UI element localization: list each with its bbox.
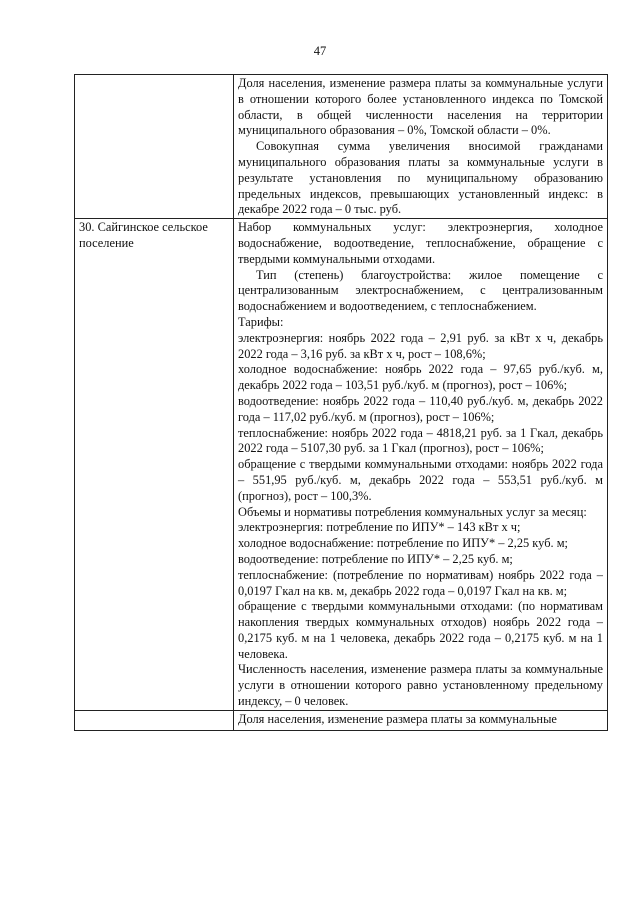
table-row xyxy=(75,219,608,711)
municipality-cell xyxy=(75,710,234,730)
details-cell xyxy=(234,710,608,730)
paragraph-volume-cold-water: холодное водоснабжение: потребление по ИПУ* – 2,25 куб. м; xyxy=(238,536,568,551)
paragraph-volume-sewerage: водоотведение: потребление по ИПУ* – 2,25 куб. м; xyxy=(238,551,513,566)
paragraph-improvement-type: Тип (степень) благоустройства: жилое помещение с централизованным электроснабжением, с централизованным водоснабжением и водоотведением, с теплоснабжением. xyxy=(238,267,603,314)
paragraph-tariff-cold-water: холодное водоснабжение: ноябрь 2022 года – 97,65 руб./куб. м, декабрь 2022 года – 103,51 руб./куб. м (прогноз), рост – 106%; xyxy=(238,362,603,393)
paragraph-volume-electricity: электроэнергия: потребление по ИПУ* – 143 кВт х ч; xyxy=(238,520,521,535)
paragraph-tariff-sewerage: водоотведение: ноябрь 2022 года – 110,40 руб./куб. м, декабрь 2022 года – 117,02 руб./куб. м (прогноз), рост – 106%; xyxy=(238,393,603,424)
paragraph-tariffs-heading: Тарифы: xyxy=(238,314,284,329)
paragraph-tariff-electricity: электроэнергия: ноябрь 2022 года – 2,91 руб. за кВт х ч, декабрь 2022 года – 3,16 руб. за кВт х ч, рост – 108,6%; xyxy=(238,330,603,361)
paragraph-tariff-waste: обращение с твердыми коммунальными отходами: ноябрь 2022 года – 551,95 руб./куб. м, декабрь 2022 года – 553,51 руб./куб. м (прогноз), рост – 100,3%. xyxy=(238,457,603,503)
paragraph-volumes-heading: Объемы и нормативы потребления коммунальных услуг за месяц: xyxy=(238,504,587,519)
municipality-cell xyxy=(75,75,234,219)
paragraph-volume-heating: теплоснабжение: (потребление по нормативам) ноябрь 2022 года – 0,0197 Гкал на кв. м, декабрь 2022 года – 0,0197 Гкал на кв. м; xyxy=(238,567,603,598)
indices-table xyxy=(74,74,608,731)
page-number: 47 xyxy=(313,44,327,58)
details-cell xyxy=(234,219,608,711)
paragraph-tariff-heating: теплоснабжение: ноябрь 2022 года – 4818,21 руб. за 1 Гкал, декабрь 2022 года – 5107,30 руб. за 1 Гкал (прогноз), рост – 106%; xyxy=(238,425,603,456)
table-row xyxy=(75,75,608,219)
details-cell xyxy=(234,75,608,219)
paragraph-services-set: Набор коммунальных услуг: электроэнергия, холодное водоснабжение, водоотведение, теплоснабжение, обращение с твердыми коммунальными отходами. xyxy=(238,220,603,266)
paragraph-volume-waste: обращение с твердыми коммунальными отходами: (по нормативам накопления твердых коммунальных отходов) ноябрь 2022 года – 0,2175 куб. м на 1 человека, декабрь 2022 года – 0,2175 куб. м на 1 человека. xyxy=(238,599,603,661)
municipality-cell: 30. Сайгинское сельское поселение xyxy=(75,219,234,711)
paragraph-share-population: Доля населения, изменение размера платы за коммунальные услуги в отношении которого более установленного индекса по Томской области, в общей численности населения на территории муниципального образования – 0%, Томской области – 0%. xyxy=(238,76,603,138)
paragraph-share-continued: Доля населения, изменение размера платы за коммунальные xyxy=(238,711,557,726)
paragraph-population-count: Численность населения, изменение размера платы за коммунальные услуги в отношении которого равно установленному предельному индексу, – 0 человек. xyxy=(238,662,603,709)
table-row xyxy=(75,710,608,730)
paragraph-total-increase: Совокупная сумма увеличения вносимой гражданами муниципального образования платы за коммунальные услуги в результате установления по муниципальному образованию предельных индексов, превышающих установленный индекс: в декабре 2022 года – 0 тыс. руб. xyxy=(238,139,603,217)
